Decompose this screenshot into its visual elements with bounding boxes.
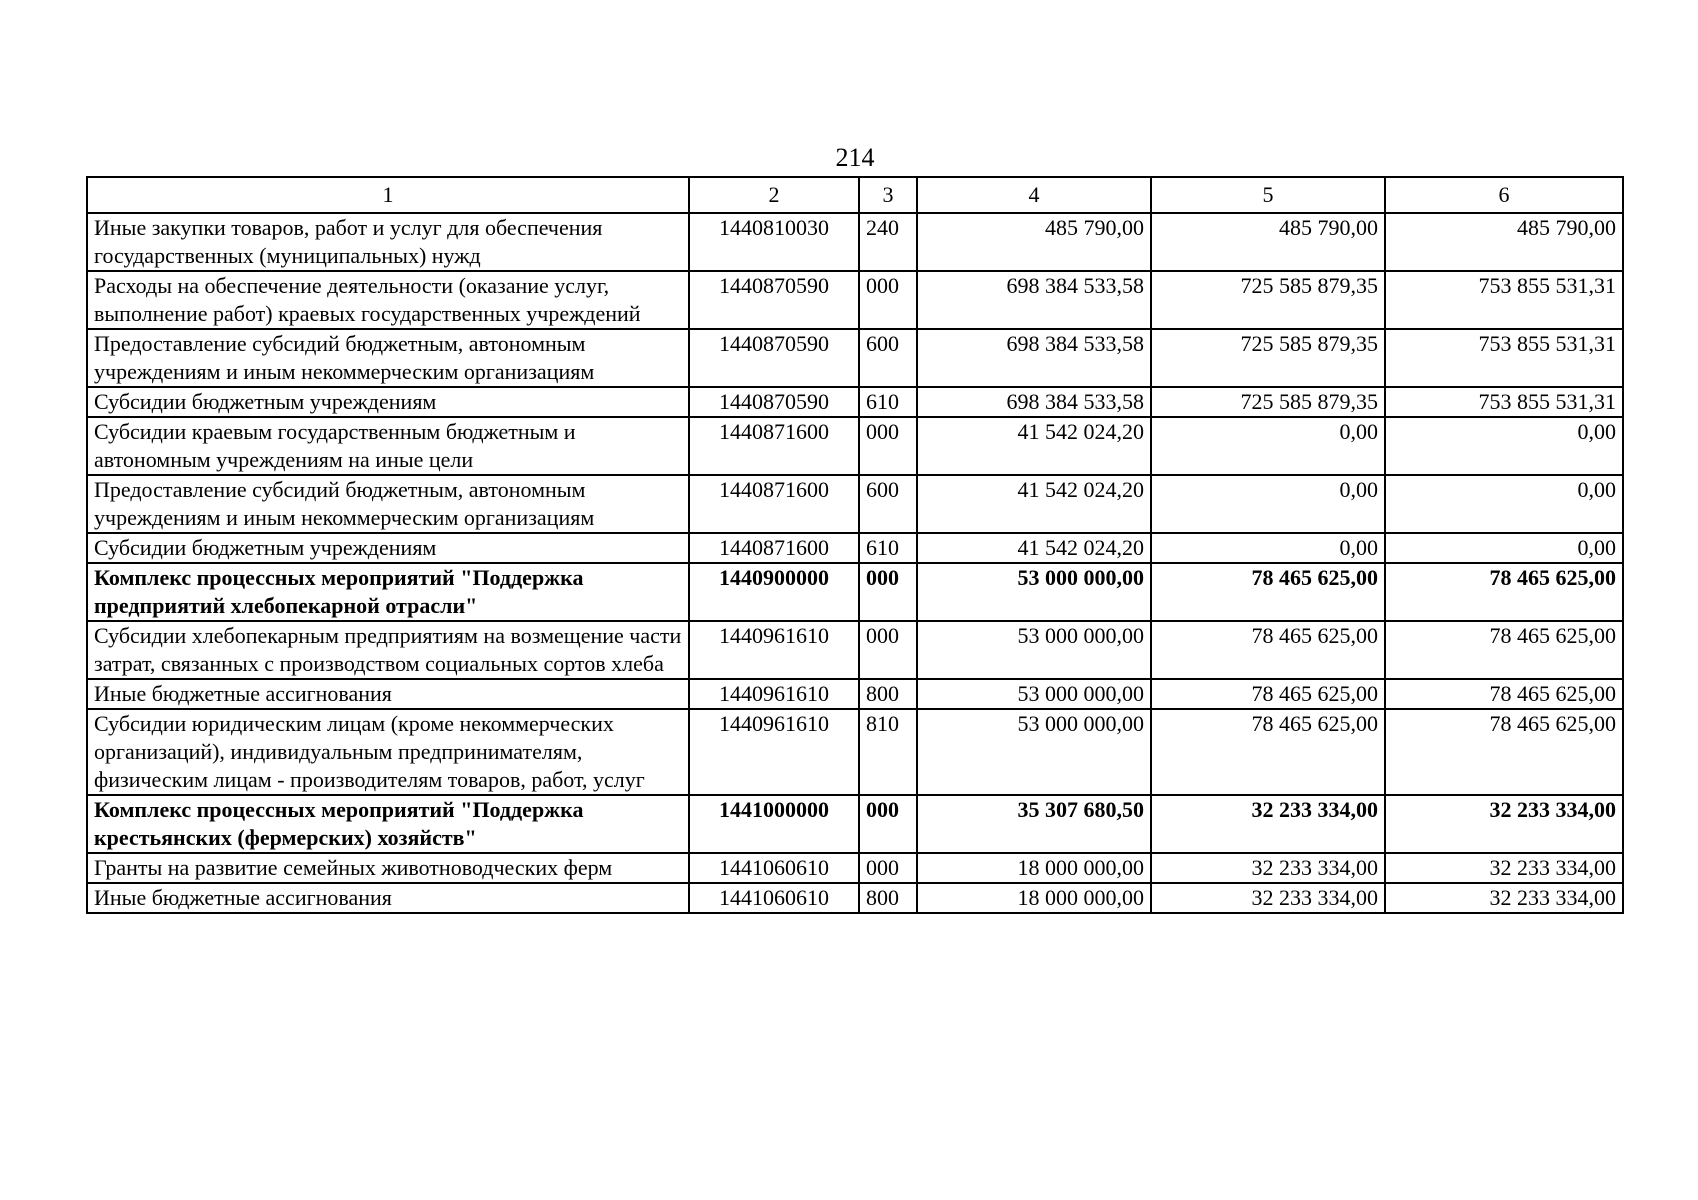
row-code: 1441060610 (689, 883, 859, 913)
row-amount-col6: 0,00 (1385, 475, 1623, 533)
row-amount-col6: 753 855 531,31 (1385, 271, 1623, 329)
row-code: 1440961610 (689, 621, 859, 679)
row-name: Гранты на развитие семейных животноводческих ферм (87, 853, 689, 883)
row-amount-col6: 753 855 531,31 (1385, 387, 1623, 417)
row-amount-col6: 32 233 334,00 (1385, 883, 1623, 913)
row-name: Субсидии хлебопекарным предприятиям на возмещение части затрат, связанных с производством социальных сортов хлеба (87, 621, 689, 679)
row-amount-col4: 485 790,00 (917, 213, 1151, 271)
row-expense-type: 610 (859, 387, 917, 417)
row-expense-type: 000 (859, 795, 917, 853)
row-amount-col5: 32 233 334,00 (1151, 795, 1385, 853)
row-amount-col4: 53 000 000,00 (917, 621, 1151, 679)
row-code: 1440871600 (689, 475, 859, 533)
row-amount-col4: 698 384 533,58 (917, 329, 1151, 387)
row-amount-col6: 78 465 625,00 (1385, 563, 1623, 621)
row-code: 1440900000 (689, 563, 859, 621)
table-row (87, 271, 1623, 329)
row-expense-type: 000 (859, 417, 917, 475)
row-amount-col6: 78 465 625,00 (1385, 621, 1623, 679)
row-name: Субсидии бюджетным учреждениям (87, 387, 689, 417)
table-row (87, 329, 1623, 387)
row-name: Субсидии бюджетным учреждениям (87, 533, 689, 563)
row-amount-col5: 0,00 (1151, 533, 1385, 563)
row-name: Иные бюджетные ассигнования (87, 883, 689, 913)
table-row (87, 795, 1623, 853)
column-header: 3 (859, 177, 917, 213)
row-amount-col6: 0,00 (1385, 533, 1623, 563)
table-row (87, 621, 1623, 679)
row-expense-type: 240 (859, 213, 917, 271)
column-header: 1 (87, 177, 689, 213)
row-amount-col4: 53 000 000,00 (917, 679, 1151, 709)
row-name: Субсидии юридическим лицам (кроме некоммерческих организаций), индивидуальным предпринимателям, физическим лицам - производителям товаров, работ, услуг (87, 709, 689, 795)
row-name: Расходы на обеспечение деятельности (оказание услуг, выполнение работ) краевых государственных учреждений (87, 271, 689, 329)
row-amount-col5: 78 465 625,00 (1151, 563, 1385, 621)
row-amount-col4: 35 307 680,50 (917, 795, 1151, 853)
row-code: 1440810030 (689, 213, 859, 271)
row-amount-col5: 78 465 625,00 (1151, 621, 1385, 679)
row-amount-col6: 32 233 334,00 (1385, 795, 1623, 853)
row-name: Иные бюджетные ассигнования (87, 679, 689, 709)
row-code: 1441000000 (689, 795, 859, 853)
table-row (87, 475, 1623, 533)
row-amount-col6: 78 465 625,00 (1385, 709, 1623, 795)
row-expense-type: 810 (859, 709, 917, 795)
row-code: 1440871600 (689, 417, 859, 475)
row-code: 1440870590 (689, 387, 859, 417)
row-code: 1440961610 (689, 709, 859, 795)
row-amount-col5: 0,00 (1151, 475, 1385, 533)
row-amount-col6: 32 233 334,00 (1385, 853, 1623, 883)
row-amount-col4: 41 542 024,20 (917, 475, 1151, 533)
row-amount-col5: 725 585 879,35 (1151, 387, 1385, 417)
table-header-row (87, 177, 1623, 213)
row-amount-col5: 32 233 334,00 (1151, 883, 1385, 913)
column-header: 6 (1385, 177, 1623, 213)
table-row (87, 709, 1623, 795)
table-row (87, 563, 1623, 621)
row-amount-col4: 53 000 000,00 (917, 709, 1151, 795)
table-row (87, 387, 1623, 417)
row-amount-col5: 0,00 (1151, 417, 1385, 475)
row-amount-col4: 41 542 024,20 (917, 533, 1151, 563)
row-expense-type: 600 (859, 475, 917, 533)
row-code: 1440871600 (689, 533, 859, 563)
row-amount-col5: 725 585 879,35 (1151, 329, 1385, 387)
row-code: 1440961610 (689, 679, 859, 709)
row-amount-col5: 78 465 625,00 (1151, 709, 1385, 795)
row-code: 1440870590 (689, 329, 859, 387)
row-amount-col4: 18 000 000,00 (917, 883, 1151, 913)
row-code: 1441060610 (689, 853, 859, 883)
table-body (87, 213, 1623, 913)
row-expense-type: 000 (859, 271, 917, 329)
column-header: 4 (917, 177, 1151, 213)
table-row (87, 417, 1623, 475)
row-amount-col6: 485 790,00 (1385, 213, 1623, 271)
table-row (87, 679, 1623, 709)
row-amount-col4: 698 384 533,58 (917, 387, 1151, 417)
table-row (87, 883, 1623, 913)
row-name: Комплекс процессных мероприятий "Поддержка крестьянских (фермерских) хозяйств" (87, 795, 689, 853)
table-row (87, 213, 1623, 271)
row-expense-type: 800 (859, 883, 917, 913)
row-name: Иные закупки товаров, работ и услуг для обеспечения государственных (муниципальных) нужд (87, 213, 689, 271)
row-amount-col4: 698 384 533,58 (917, 271, 1151, 329)
row-amount-col5: 32 233 334,00 (1151, 853, 1385, 883)
row-amount-col4: 41 542 024,20 (917, 417, 1151, 475)
row-name: Субсидии краевым государственным бюджетным и автономным учреждениям на иные цели (87, 417, 689, 475)
row-expense-type: 000 (859, 853, 917, 883)
row-name: Предоставление субсидий бюджетным, автономным учреждениям и иным некоммерческим организациям (87, 329, 689, 387)
row-expense-type: 000 (859, 563, 917, 621)
row-amount-col6: 78 465 625,00 (1385, 679, 1623, 709)
budget-table (86, 176, 1624, 914)
row-name: Комплекс процессных мероприятий "Поддержка предприятий хлебопекарной отрасли" (87, 563, 689, 621)
table-row (87, 533, 1623, 563)
row-name: Предоставление субсидий бюджетным, автономным учреждениям и иным некоммерческим организациям (87, 475, 689, 533)
row-expense-type: 600 (859, 329, 917, 387)
column-header: 2 (689, 177, 859, 213)
page-number: 214 (835, 143, 875, 172)
row-amount-col5: 725 585 879,35 (1151, 271, 1385, 329)
row-amount-col5: 485 790,00 (1151, 213, 1385, 271)
row-code: 1440870590 (689, 271, 859, 329)
row-expense-type: 800 (859, 679, 917, 709)
row-amount-col4: 18 000 000,00 (917, 853, 1151, 883)
table-row (87, 853, 1623, 883)
row-expense-type: 610 (859, 533, 917, 563)
row-amount-col4: 53 000 000,00 (917, 563, 1151, 621)
row-amount-col5: 78 465 625,00 (1151, 679, 1385, 709)
row-amount-col6: 0,00 (1385, 417, 1623, 475)
row-expense-type: 000 (859, 621, 917, 679)
row-amount-col6: 753 855 531,31 (1385, 329, 1623, 387)
column-header: 5 (1151, 177, 1385, 213)
